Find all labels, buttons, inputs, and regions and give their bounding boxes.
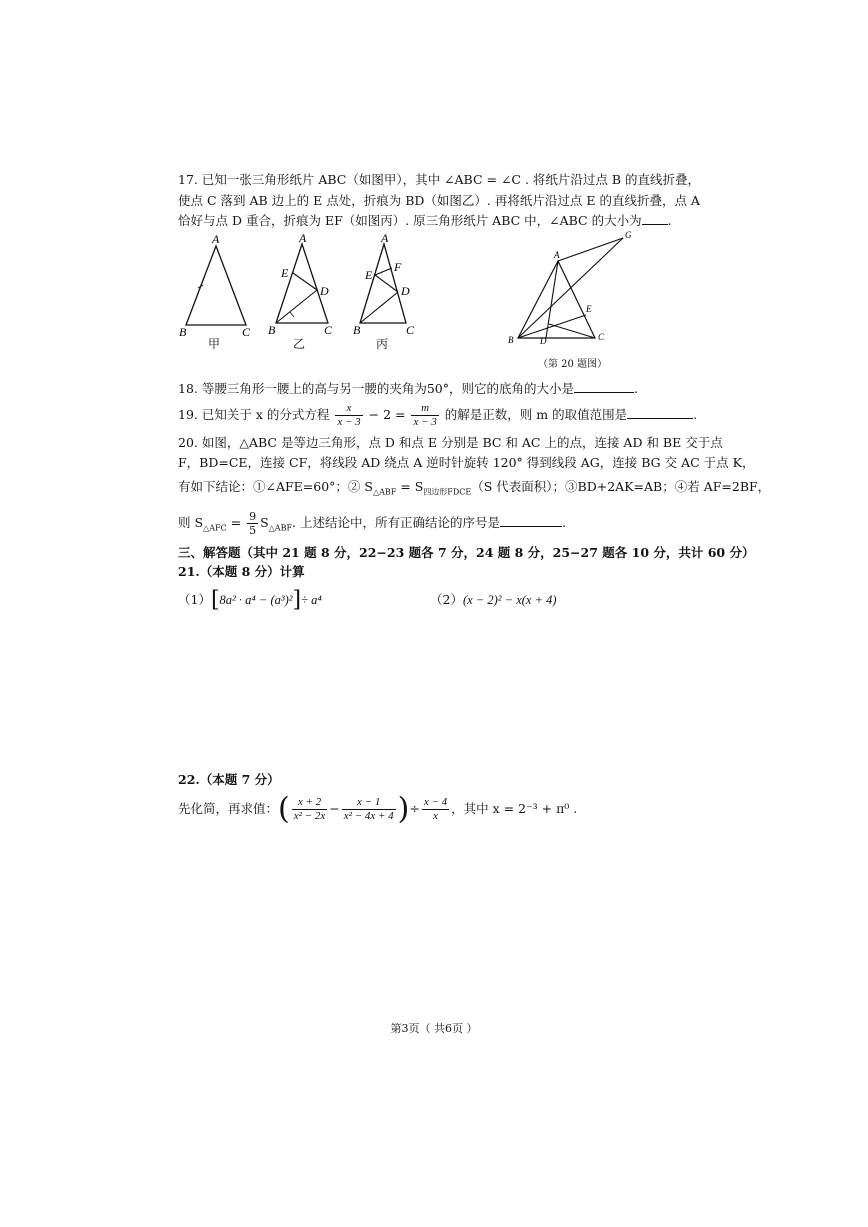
- fraction-denominator: x² − 2x: [293, 810, 326, 822]
- label-a: A: [212, 232, 220, 246]
- fraction-numerator: x: [335, 402, 362, 416]
- label-a: A: [299, 231, 307, 245]
- label-c: C: [324, 323, 333, 337]
- q18-text: 18. 等腰三角形一腰上的高与另一腰的夹角为50°，则它的底角的大小是: [178, 381, 575, 396]
- q22-fraction-1: [292, 796, 328, 823]
- q20-answer-blank: [500, 516, 562, 527]
- q20-line3-subscript-2: 四边形FDCE: [423, 487, 472, 497]
- q22-fraction-3: [422, 796, 449, 823]
- q17-line2: 使点 C 落到 AB 边上的 E 点处，折痕为 BD（如图乙）. 再将纸片沿过点 E 的直线折叠，点 A: [178, 193, 700, 208]
- q17-answer-blank: [642, 214, 668, 225]
- q22-title: 22.（本题 7 分）: [178, 772, 280, 787]
- fraction-denominator: x² − 4x + 4: [343, 810, 394, 822]
- figure-bing: [354, 232, 434, 350]
- q17-line3: [178, 213, 672, 229]
- q21-part1-expression: 8a² · a⁴ − (a³)²: [219, 593, 293, 607]
- caption-bing: 丙: [376, 337, 389, 351]
- q18-answer-blank: [574, 382, 634, 393]
- label-b: B: [353, 323, 361, 337]
- fraction-numerator: x − 1: [342, 796, 396, 810]
- section3-title: 三、解答题（其中 21 题 8 分，22−23 题各 7 分，24 题 8 分，25−27 题各 10 分，共计 60 分）: [178, 545, 755, 560]
- left-bracket: [: [210, 587, 220, 613]
- q19-post: 的解是正数，则 m 的取值范围是: [444, 407, 628, 422]
- label-e: E: [586, 304, 592, 314]
- q21-title: 21.（本题 8 分）计算: [178, 564, 305, 579]
- fraction-numerator: x − 4: [423, 796, 448, 808]
- q21-part2-expression: (x − 2)² − x(x + 4): [462, 593, 557, 607]
- label-a: A: [554, 250, 560, 260]
- triangle-jia: [186, 246, 246, 325]
- q18-line: [178, 381, 638, 397]
- fraction-denominator: x: [433, 810, 438, 822]
- q19-fraction-2: [411, 402, 438, 429]
- q17-line1: 17. 已知一张三角形纸片 ABC（如图甲），其中 ∠ABC = ∠C . 将纸片沿过点 B 的直线折叠，: [178, 172, 701, 187]
- figure-jia: [176, 232, 256, 350]
- label-e: E: [365, 268, 373, 282]
- segment-bg: [518, 238, 623, 338]
- crease-bd: [276, 290, 317, 323]
- q20-line2: F，BD=CE，连接 CF，将线段 AD 绕点 A 逆时针旋转 120° 得到线段 AG，连接 BG 交 AC 于点 K，: [178, 455, 755, 470]
- label-c: C: [242, 325, 251, 339]
- fraction-denominator: x − 3: [413, 416, 437, 428]
- label-e: E: [281, 266, 289, 280]
- q20-tail: .: [561, 515, 566, 530]
- label-b: B: [508, 335, 514, 345]
- triangle-bing: [360, 244, 406, 323]
- caption-yi: 乙: [293, 337, 306, 351]
- q22-post: ，其中 x = 2⁻³ + π⁰ .: [451, 801, 578, 816]
- segment-ag: [558, 238, 623, 261]
- label-d: D: [540, 336, 547, 346]
- q22-pre: 先化简，再求值：: [178, 801, 279, 816]
- q19-fraction-1: [335, 402, 362, 429]
- q22-fraction-2: [342, 796, 396, 823]
- caption-jia: 甲: [208, 337, 221, 351]
- label-b: B: [268, 323, 276, 337]
- fraction-denominator: x − 3: [337, 416, 361, 428]
- label-b: B: [179, 325, 187, 339]
- segment-cf: [549, 324, 595, 338]
- label-d: D: [320, 284, 329, 298]
- q20-line4-part-b: S: [260, 515, 269, 530]
- fraction-numerator: m: [411, 402, 438, 416]
- segment-ed: [293, 273, 317, 290]
- q19-mid: − 2 =: [368, 407, 406, 422]
- angle-mark: [290, 312, 294, 317]
- q20-line4-part-c: . 上述结论中，所有正确结论的序号是: [292, 515, 500, 530]
- figure-yi: [266, 232, 346, 350]
- q19-pre: 19. 已知关于 x 的分式方程: [178, 407, 330, 422]
- q20-fraction: [247, 510, 258, 537]
- fraction-denominator: 5: [249, 524, 257, 537]
- label-c: C: [598, 332, 605, 342]
- label-a: A: [381, 231, 389, 245]
- q21-part1: [178, 588, 322, 613]
- q18-tail: .: [634, 381, 638, 396]
- q19-answer-blank: [627, 408, 693, 419]
- q20-line3-part-c: （S 代表面积）；③BD+2AK=AB；④若 AF=2BF，: [471, 479, 771, 494]
- label-g: G: [625, 230, 632, 240]
- q20-line1: 20. 如图，△ABC 是等边三角形，点 D 和点 E 分别是 BC 和 AC 上的点，连接 AD 和 BE 交于点: [178, 435, 723, 450]
- q19-tail: .: [693, 407, 698, 422]
- q21-part2-label: （2）: [430, 592, 463, 607]
- q21-part1-label: （1）: [178, 592, 211, 607]
- page-footer: 第3页（ 共6页 ）: [390, 1022, 478, 1035]
- figure-20: [500, 228, 650, 348]
- q17-tail: .: [667, 213, 672, 228]
- label-c: C: [406, 323, 415, 337]
- q21-part2: [430, 588, 557, 612]
- crease-bd: [360, 292, 398, 323]
- fraction-numerator: 9: [249, 510, 257, 523]
- caption-fig20: （第 20 题图）: [538, 359, 608, 370]
- q20-line4-subscript-2: △ABF: [268, 523, 293, 533]
- left-paren: (: [278, 791, 290, 827]
- q22-expression-line: [178, 789, 577, 830]
- q20-line3-part-b: = S: [396, 479, 424, 494]
- q20-line4-part-a: 则 S: [178, 515, 204, 530]
- q20-line3-part-a: 有如下结论：①∠AFE=60°；② S: [178, 479, 373, 494]
- q20-line4-subscript-1: △AFC: [203, 523, 227, 533]
- q20-line3-subscript-1: △ABF: [372, 487, 397, 497]
- q20-line3: [178, 479, 770, 501]
- right-bracket: ]: [292, 587, 302, 613]
- q22-minus: −: [329, 801, 340, 816]
- q20-line4: [178, 508, 566, 544]
- label-f: F: [394, 260, 402, 274]
- fraction-numerator: x + 2: [292, 796, 328, 810]
- q20-line4-equals: =: [226, 515, 246, 530]
- right-paren: ): [397, 791, 410, 827]
- label-d: D: [401, 284, 410, 298]
- q19-line: [178, 401, 697, 429]
- q17-line3-text: 恰好与点 D 重合，折痕为 EF（如图丙）. 原三角形纸片 ABC 中，∠ABC 的大小为: [178, 213, 642, 228]
- crease-ef: [375, 268, 392, 275]
- q21-part1-divisor: ÷ a⁴: [301, 593, 322, 607]
- q22-divide: ÷: [409, 801, 420, 816]
